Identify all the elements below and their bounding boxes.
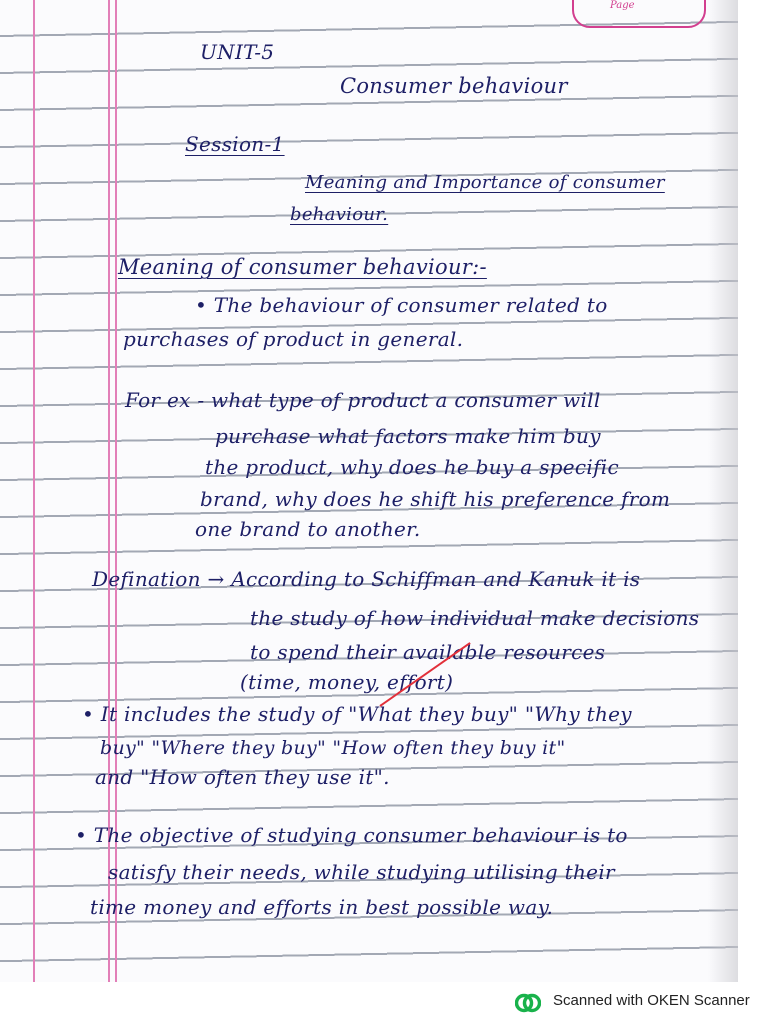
meaning-line-1: • The behaviour of consumer related to <box>195 293 608 317</box>
definition-line-3: to spend their available resources <box>250 640 606 664</box>
example-line-2: purchase what factors make him buy <box>215 424 601 448</box>
scanner-watermark-text: Scanned with OKEN Scanner <box>553 992 750 1009</box>
definition-line-4: (time, money, effort) <box>240 670 454 694</box>
objective-line-1: • The objective of studying consumer behaviour is to <box>75 823 628 847</box>
example-line-4: brand, why does he shift his preference from <box>200 487 671 511</box>
definition-line-1: Defination → According to Schiffman and Kanuk it is <box>92 567 641 591</box>
includes-line-2: buy" "Where they buy" "How often they buy it" <box>100 737 566 759</box>
example-line-5: one brand to another. <box>195 517 421 541</box>
definition-line-2: the study of how individual make decisions <box>250 606 700 630</box>
page-stamp-label: Page <box>610 0 635 11</box>
margin-line-left <box>33 0 35 982</box>
example-line-1: For ex - what type of product a consumer will <box>125 388 601 412</box>
session-topic-line-2: behaviour. <box>290 204 389 225</box>
page-number-stamp <box>572 0 706 28</box>
unit-title: UNIT-5 <box>200 40 275 64</box>
meaning-heading: Meaning of consumer behaviour:- <box>118 255 487 279</box>
includes-line-3: and "How often they use it". <box>95 765 390 789</box>
subject-title: Consumer behaviour <box>340 74 568 98</box>
objective-line-3: time money and efforts in best possible way. <box>90 895 554 919</box>
session-label: Session-1 <box>185 132 285 156</box>
includes-line-1: • It includes the study of "What they buy" "Why they <box>82 702 632 726</box>
example-line-3: the product, why does he buy a specific <box>205 455 620 479</box>
objective-line-2: satisfy their needs, while studying utilising their <box>108 860 615 884</box>
oken-scanner-logo-icon <box>515 992 541 1014</box>
scanner-footer <box>0 982 768 1024</box>
session-topic-line-1: Meaning and Importance of consumer <box>305 172 665 193</box>
meaning-line-2: purchases of product in general. <box>123 327 464 351</box>
